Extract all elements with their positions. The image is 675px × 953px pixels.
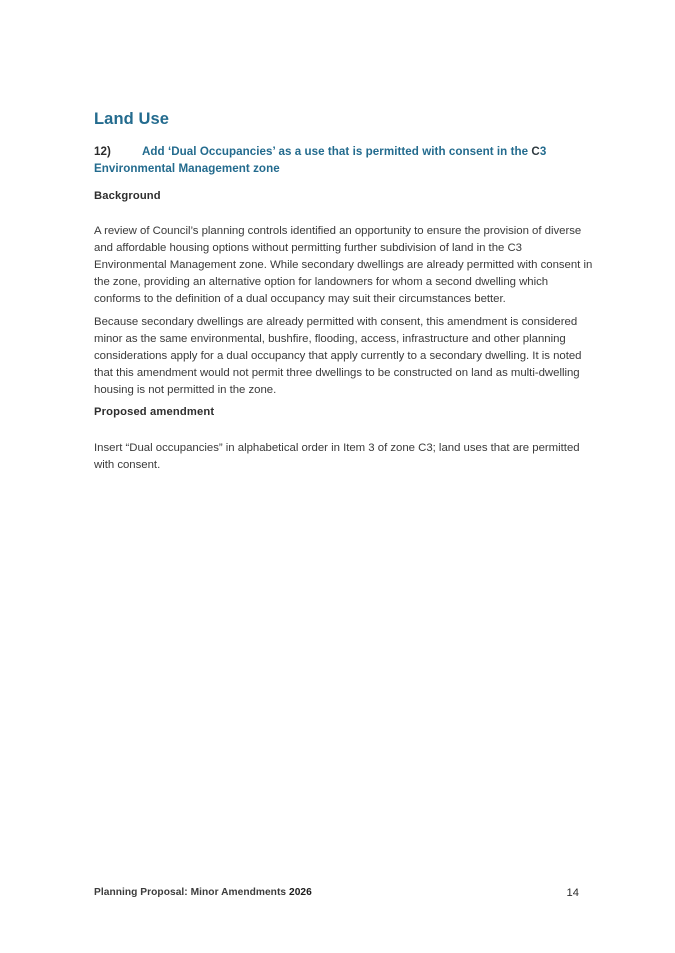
proposed-amendment-heading: Proposed amendment bbox=[94, 406, 215, 418]
background-heading: Background bbox=[94, 190, 161, 202]
footer-title-text: Planning Proposal: Minor Amendments bbox=[94, 887, 289, 898]
background-paragraph-2: Because secondary dwellings are already permitted with consent, this amendment is considered minor as the same environmental, bushfire, flooding, access, infrastructure and other planning considerations apply for a dual occupancy that apply currently to a secondary dwelling. It is noted that this amendment would not permit three dwellings to be constructed on land as multi-dwelling housing is not permitted in the zone. bbox=[94, 316, 582, 397]
item-heading-text bbox=[94, 143, 594, 177]
item-number-marker: 12) bbox=[94, 145, 111, 158]
background-paragraph-1: A review of Council’s planning controls identified an opportunity to ensure the provision of diverse and affordable housing options without permitting further subdivision of land in the C3 Environmental Management zone. While secondary dwellings are already permitted with consent in the zone, providing an alternative option for landowners for whom a second dwelling which conforms to the definition of a dual occupancy may suit their circumstances better. bbox=[94, 225, 593, 306]
footer-title bbox=[94, 887, 312, 898]
page-number: 14 bbox=[566, 887, 579, 899]
item-heading-zone-letter: C bbox=[531, 145, 540, 158]
page-footer bbox=[94, 887, 579, 903]
page-title: Land Use bbox=[94, 110, 170, 128]
numbered-item-heading bbox=[94, 143, 594, 177]
item-heading-line-2: 3 Environmental Management zone bbox=[94, 145, 547, 175]
proposed-amendment-paragraph: Insert “Dual occupancies” in alphabetical order in Item 3 of zone C3; land uses that are permitted with consent. bbox=[94, 442, 580, 472]
item-heading-line-1: Add ‘Dual Occupancies’ as a use that is permitted with consent in the bbox=[142, 145, 529, 158]
footer-year: 2026 bbox=[289, 887, 312, 898]
